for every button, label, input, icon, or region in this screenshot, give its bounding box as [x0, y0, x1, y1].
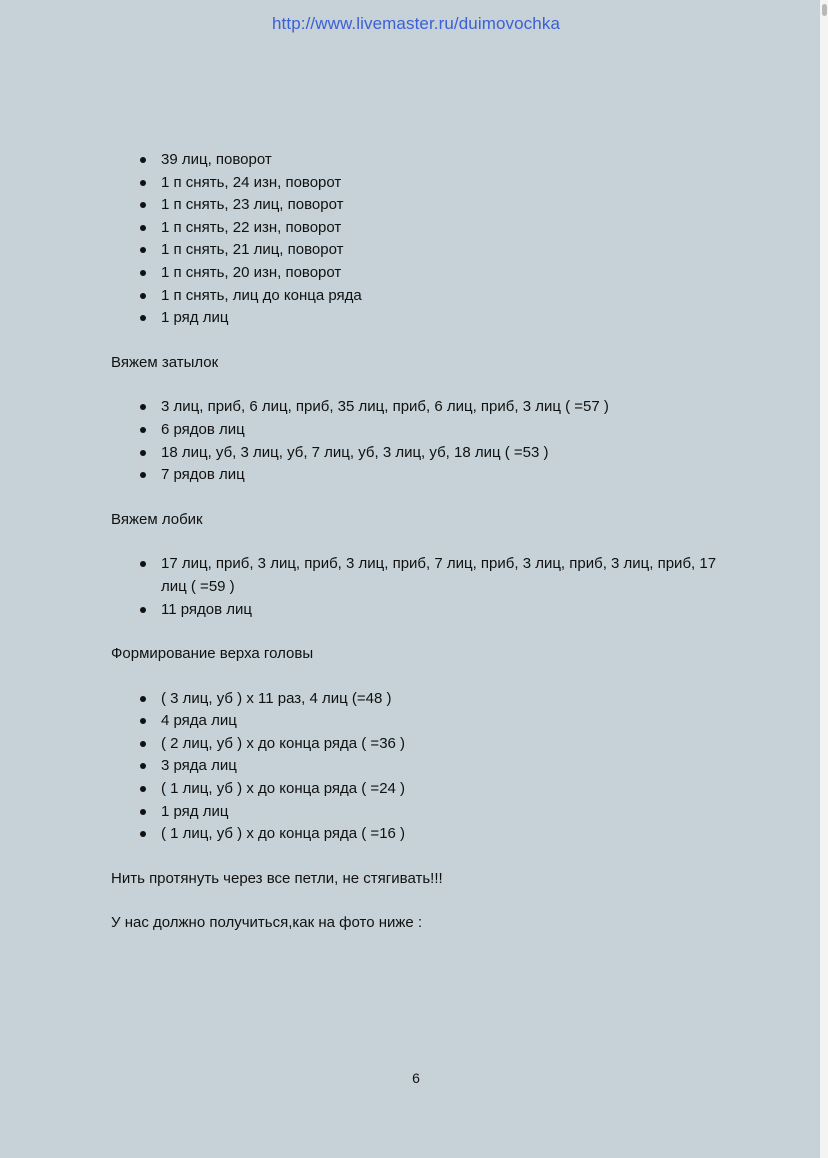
header-link[interactable]: http://www.livemaster.ru/duimovochka: [272, 14, 560, 33]
page-number: 6: [412, 1070, 420, 1086]
list-item: 7 рядов лиц: [111, 464, 721, 487]
section-heading-top: Формирование верха головы: [111, 645, 314, 663]
list-item: 1 ряд лиц: [111, 307, 721, 330]
list-item: 17 лиц, приб, 3 лиц, приб, 3 лиц, приб, 7 лиц, приб, 3 лиц, приб, 3 лиц, приб, 17 лиц ( =59 ): [111, 553, 721, 598]
closing-instruction: Нить протянуть через все петли, не стягивать!!!: [111, 869, 443, 887]
list-item: ( 1 лиц, уб ) х до конца ряда ( =24 ): [111, 778, 721, 801]
list-item: 1 ряд лиц: [111, 801, 721, 824]
list-item: 3 лиц, приб, 6 лиц, приб, 35 лиц, приб, 6 лиц, приб, 3 лиц ( =57 ): [111, 396, 721, 419]
vertical-scrollbar[interactable]: [820, 0, 828, 1158]
section4-list: [111, 688, 721, 846]
list-item: 1 п снять, 20 изн, поворот: [111, 262, 721, 285]
list-item: 1 п снять, 23 лиц, поворот: [111, 194, 721, 217]
list-item: 3 ряда лиц: [111, 755, 721, 778]
list-item: 1 п снять, 24 изн, поворот: [111, 172, 721, 195]
list-item: 1 п снять, 21 лиц, поворот: [111, 239, 721, 262]
closing-note: У нас должно получиться,как на фото ниже :: [111, 914, 423, 932]
page-content: [111, 149, 721, 935]
list-item: 6 рядов лиц: [111, 419, 721, 442]
list-item: ( 3 лиц, уб ) х 11 раз, 4 лиц (=48 ): [111, 688, 721, 711]
list-item: 11 рядов лиц: [111, 599, 721, 622]
section2-list: [111, 396, 721, 486]
list-item: ( 1 лиц, уб ) х до конца ряда ( =16 ): [111, 823, 721, 846]
list-item: ( 2 лиц, уб ) х до конца ряда ( =36 ): [111, 733, 721, 756]
list-item: 1 п снять, лиц до конца ряда: [111, 285, 721, 308]
section1-list: [111, 149, 721, 330]
scrollbar-thumb[interactable]: [822, 4, 827, 16]
section3-list: [111, 553, 721, 621]
section-heading-forehead: Вяжем лобик: [111, 510, 203, 528]
section-heading-nape: Вяжем затылок: [111, 353, 219, 371]
list-item: 18 лиц, уб, 3 лиц, уб, 7 лиц, уб, 3 лиц, уб, 18 лиц ( =53 ): [111, 442, 721, 465]
list-item: 4 ряда лиц: [111, 710, 721, 733]
list-item: 1 п снять, 22 изн, поворот: [111, 217, 721, 240]
list-item: 39 лиц, поворот: [111, 149, 721, 172]
